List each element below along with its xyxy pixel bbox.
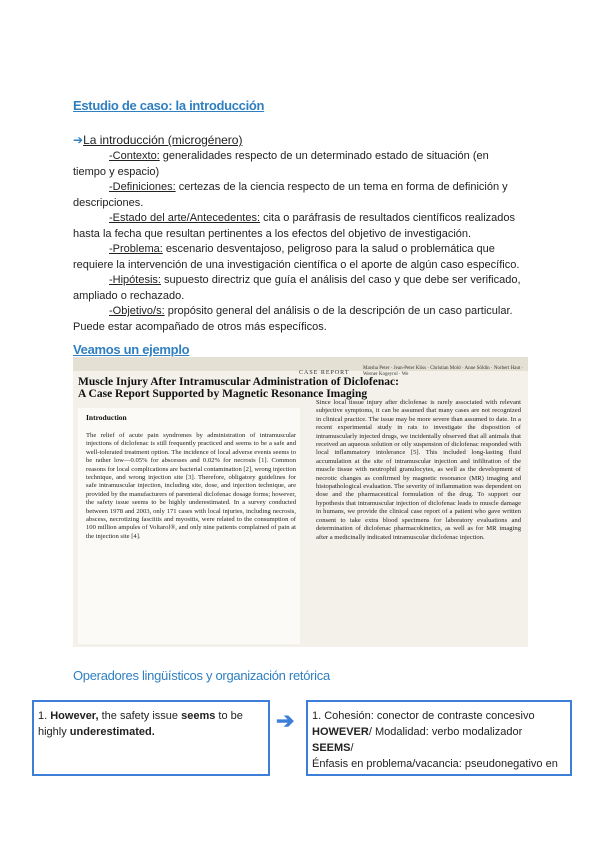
article-left-column: [78, 408, 300, 644]
list-item: -Problema: escenario desventajoso, peligroso para la salud o problemática que requiere la intervención de una investigación científica o el aporte de algún caso específico.: [73, 243, 520, 271]
article-intro-heading: Introduction: [86, 413, 127, 422]
right-arrow-icon: ➔: [276, 708, 295, 733]
article-image: [73, 357, 528, 647]
list-item: -Objetivo/s: propósito general del análisis o de la descripción de un caso particular. Puede estar acompañado de otros más específicos.: [73, 305, 513, 333]
list-item: -Contexto: generalidades respecto de un determinado estado de situación (en tiempo y espacio): [73, 150, 489, 178]
page-title: Estudio de caso: la introducción: [73, 98, 265, 113]
section-subheading: [73, 133, 242, 147]
article-title: Muscle Injury After Intramuscular Administration of Diclofenac: A Case Report Supported by Magnetic Resonance Imaging: [78, 376, 399, 400]
list-item: -Hipótesis: supuesto directriz que guía el análisis del caso y que debe ser verificado, ampliado o rechazado.: [73, 274, 521, 302]
subheading-text: La introducción (microgénero): [83, 133, 243, 147]
article-left-text: The relief of acute pain syndromes by administration of intramuscular injections of diclofenac is still frequently practiced and seems to be a safe and well-tolerated treatment option. The incidence of local adverse events seems to be rather low—0.05% for abscesses and 0.02% for necrosis [1]. Common reasons for local complications are bacterial contamination [2], wrong injection technique, and wrong injection site [3]. Therefore, obligatory guidelines for safe intramuscular injection, including site, dose, and injection technique, are provided by the manufacturers of parenteral diclofenac dosage forms; however, the safety issue seems to be highly underestimated. In a survey conducted between 1978 and 2003, only 171 cases with local injuries, including necrosis, abscess, necrotizing fasciitis and myositis, were related to the consumption of 100 million ampules of Voltarol®, and only nine patients complained of pain at the injection site [4].: [86, 432, 296, 540]
definitions-list: [73, 149, 533, 335]
example-sentence-box: 1. However, the safety issue seems to be highly underestimated.: [32, 700, 270, 776]
article-right-text: Since local tissue injury after diclofenac is rarely associated with relevant subjective symptoms, it can be assumed that many cases are not recognized in clinical practice. The issue may be more severe than assumed to date. In a recent experimental study in rats to investigate the disposition of intramuscularly injected drugs, we incidentally observed that all animals that received an aqueous solution or oily suspension of diclofenac responded with local inflammatory intolerance [5]. This included long-lasting fluid accumulation at the site of intramuscular injection and infiltration of the muscle tissue with neutrophil granulocytes, as well as the development of necrotic changes as confirmed by magnetic resonance (MR) imaging and histopathological evaluation. The severity of inflammation was dependent on dose and the pharmaceutical formulation of the drug. To support our hypothesis that intramuscular injection of diclofenac leads to muscle damage in humans, we provide the clinical case report of a patient who gave written consent to take extra blood specimens for laboratory evaluations and determination of diclofenac pharmacokinetics, as well as for MR imaging after a medicinally indicated intramuscular diclofenac injection.: [316, 399, 521, 541]
arrow-icon: ➔: [73, 133, 84, 147]
article-authors: Marsha Peter · Jean-Peter Kliss · Christian Mold · Anne Söldin · Norbert Haut · Werner Kogeyrol · We: [363, 366, 524, 377]
list-item: -Definiciones: certezas de la ciencia respecto de un tema en forma de definición y descripciones.: [73, 181, 508, 209]
example-heading: Veamos un ejemplo: [73, 342, 190, 357]
analysis-box: 1. Cohesión: conector de contraste concesivo HOWEVER/ Modalidad: verbo modalizador SEEMS/ Énfasis en problema/vacancia: pseudonegativo en: [306, 700, 572, 776]
operators-heading: Operadores lingüísticos y organización retórica: [73, 668, 330, 683]
case-report-label: CASE REPORT: [299, 370, 350, 376]
list-item: -Estado del arte/Antecedentes: cita o paráfrasis de resultados científicos realizados hasta la fecha que resultan pertinentes a los efectos del objetivo de investigación.: [73, 212, 516, 240]
